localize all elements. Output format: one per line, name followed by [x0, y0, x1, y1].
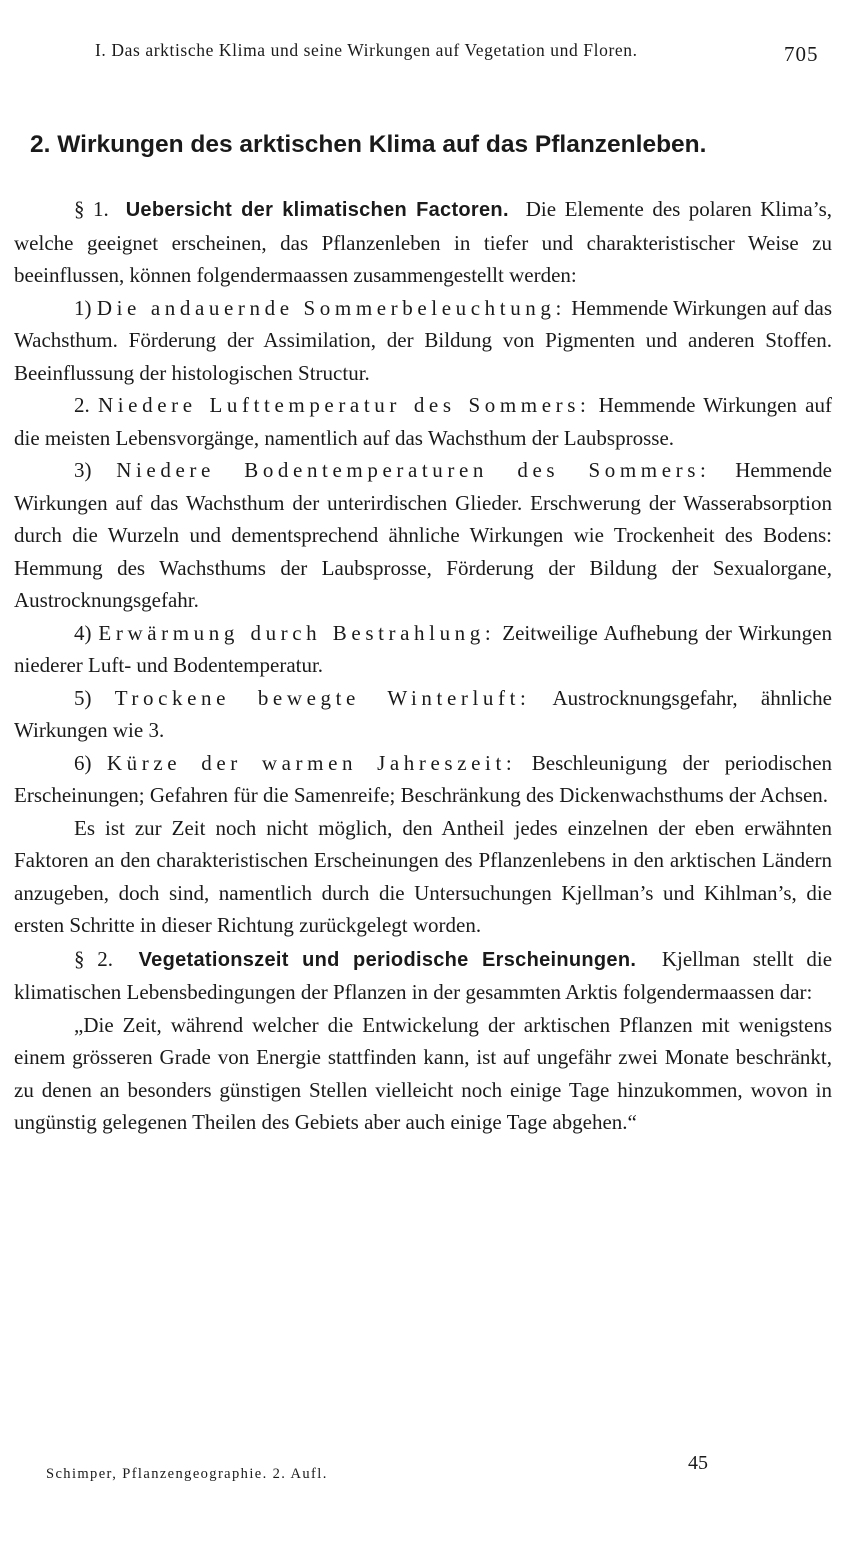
- factor-number: 5): [74, 685, 92, 710]
- section-1-marker: § 1.: [74, 197, 109, 221]
- factor-text: Austrocknungsgefahr, ähnliche Wirkungen wie 3.: [14, 685, 832, 742]
- factor-item: [14, 454, 832, 617]
- running-head: I. Das arktische Klima und seine Wirkungen auf Vegetation und Floren.: [95, 40, 638, 60]
- factor-term: Trockene bewegte Winterluft:: [114, 685, 531, 710]
- factor-number: 3): [74, 458, 92, 482]
- factor-text: Hemmende Wirkungen auf das Wachsthum der unterirdischen Glieder. Erschwerung der Wasserabsorption durch die Wurzeln und dementsprechend ähnliche Wirkungen wie Trockenheit des Bodens: Hemmung des Wachsthums der Laubsprosse, Förderung der Bildung der Sexualorgane, Austrocknungsgefahr.: [14, 458, 832, 612]
- factor-number: 6): [74, 750, 92, 775]
- section-2-intro: Kjellman stellt die klimatischen Lebensbedingungen der Pflanzen in der gesammten Arktis folgendermaassen dar:: [14, 946, 833, 1004]
- chapter-title: 2. Wirkungen des arktischen Klima auf das Pflanzenleben.: [30, 131, 707, 158]
- section-2-marker: § 2.: [74, 946, 114, 971]
- factor-item: [14, 389, 832, 454]
- section-2-quote: „Die Zeit, während welcher die Entwickelung der arktischen Pflanzen mit wenigstens einem grösseren Grade von Energie stattfinden kann, ist auf ungefähr zwei Monate beschränkt, zu denen an besonders günstigen Stellen vielleicht noch einige Tage hinzukommen, wovon in ungünstig gelegenen Theilen des Gebiets aber auch einige Tage abgehen.“: [14, 1012, 832, 1134]
- factor-term: Kürze der warmen Jahreszeit:: [106, 750, 517, 775]
- section-1-closing: Es ist zur Zeit noch nicht möglich, den Antheil jedes einzelnen der eben erwähnten Faktoren an den charakteristischen Erscheinungen des Pflanzenlebens in den arktischen Ländern anzugeben, doch sind, namentlich durch die Untersuchungen Kjellman’s und Kihlman’s, die ersten Schritte in dieser Richtung zurückgelegt worden.: [14, 815, 832, 937]
- page-number: 705: [784, 42, 819, 66]
- factor-item: [14, 292, 832, 390]
- body-text: [14, 193, 832, 1139]
- factor-number: 2.: [74, 393, 90, 417]
- section-1-heading: Uebersicht der klimatischen Factoren.: [125, 199, 509, 221]
- factor-term: Die andauernde Sommerbeleuchtung:: [96, 295, 566, 320]
- factor-number: 4): [74, 620, 92, 645]
- factor-text: Hemmende Wirkungen auf das Wachsthum. Förderung der Assimilation, der Bildung von Pigmenten und anderen Stoffen. Beeinflussung der histologischen Structur.: [14, 295, 833, 385]
- factor-item: [14, 682, 832, 747]
- footer-source: Schimper, Pflanzengeographie. 2. Aufl.: [46, 1466, 328, 1482]
- factor-text: Hemmende Wirkungen auf die meisten Lebensvorgänge, namentlich auf das Wachsthum der Laubsprosse.: [14, 393, 832, 450]
- section-2-paragraph: [14, 943, 832, 1009]
- section-2-heading: Vegetationszeit und periodische Erscheinungen.: [138, 948, 637, 971]
- factor-item: [14, 747, 832, 812]
- factor-term: Niedere Bodentemperaturen des Sommers:: [116, 458, 711, 482]
- signature-mark: 45: [688, 1452, 708, 1474]
- factor-text: Zeitweilige Aufhebung der Wirkungen niederer Luft- und Bodentemperatur.: [14, 620, 833, 677]
- section-1-intro: Die Elemente des polaren Klima’s, welche geeignet erscheinen, das Pflanzenleben in tiefer und charakteristischer Weise zu beeinflussen, können folgendermaassen zusammengestellt werden:: [14, 197, 832, 287]
- factor-term: Erwärmung durch Bestrahlung:: [98, 620, 496, 645]
- factor-text: Beschleunigung der periodischen Erscheinungen; Gefahren für die Samenreife; Beschränkung des Dickenwachsthums der Achsen.: [14, 750, 833, 807]
- factor-term: Niedere Lufttemperatur des Sommers:: [97, 393, 591, 417]
- factor-item: [14, 617, 832, 682]
- factor-number: 1): [74, 295, 92, 320]
- section-1-paragraph: [14, 193, 832, 292]
